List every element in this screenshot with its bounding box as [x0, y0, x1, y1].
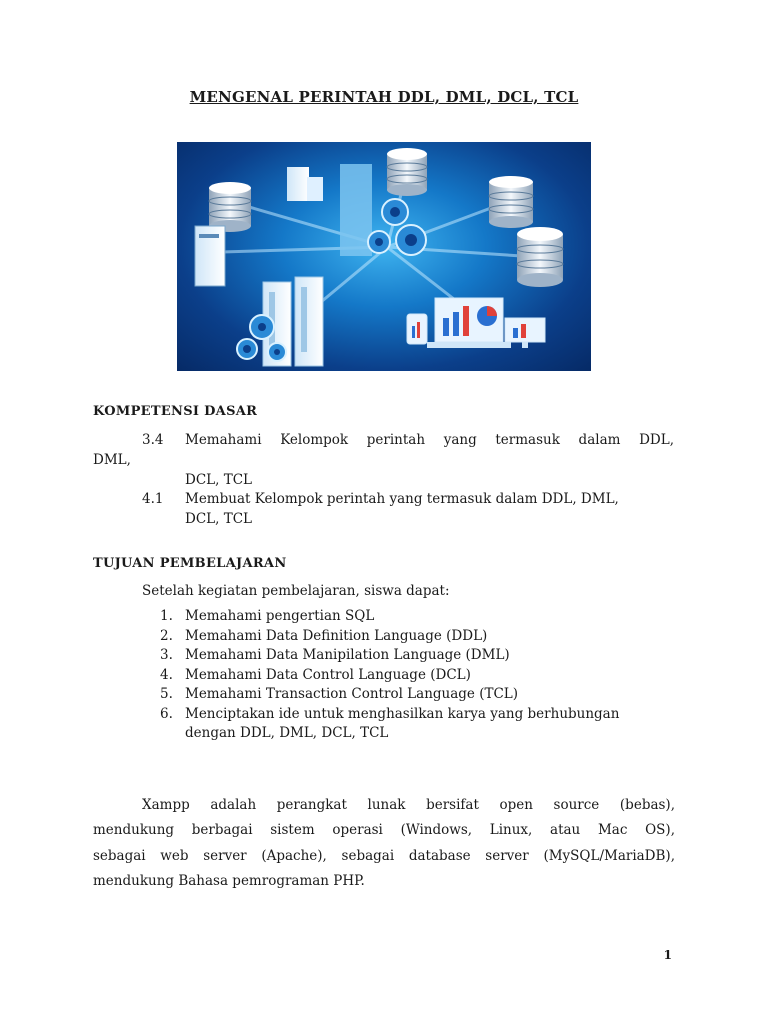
list-number: 4. — [160, 667, 173, 683]
list-item: Menciptakan ide untuk menghasilkan karya yang berhubungan — [185, 706, 620, 722]
kompetensi-text-cont: DCL, TCL — [185, 511, 252, 527]
section-heading-tujuan: TUJUAN PEMBELAJARAN — [93, 556, 287, 571]
list-item: Memahami Data Manipilation Language (DML) — [185, 647, 510, 663]
kompetensi-text-wrap: DML, — [93, 452, 131, 468]
paragraph-line: sebagai web server (Apache), sebagai database server (MySQL/MariaDB), — [93, 848, 675, 864]
list-item: Memahami Data Control Language (DCL) — [185, 667, 471, 683]
database-icon — [517, 227, 563, 287]
paragraph-line: mendukung berbagai sistem operasi (Windows, Linux, atau Mac OS), — [93, 822, 675, 838]
gear-icon — [237, 199, 426, 361]
kompetensi-number: 4.1 — [142, 491, 164, 507]
list-item: Memahami Data Definition Language (DDL) — [185, 628, 488, 644]
list-item: Memahami pengertian SQL — [185, 608, 375, 624]
paragraph-line: mendukung Bahasa pemrograman PHP. — [93, 873, 365, 889]
kompetensi-text: Memahami Kelompok perintah yang termasuk dalam DDL, — [185, 432, 674, 448]
kompetensi-number: 3.4 — [142, 432, 164, 448]
database-icon — [489, 176, 533, 228]
page-title: MENGENAL PERINTAH DDL, DML, DCL, TCL — [189, 88, 579, 106]
kompetensi-text-cont: DCL, TCL — [185, 472, 252, 488]
illustration-svg — [177, 142, 591, 371]
database-icon — [387, 148, 427, 196]
list-number: 2. — [160, 628, 173, 644]
list-number: 5. — [160, 686, 173, 702]
server-icon — [287, 164, 372, 256]
database-icon — [209, 182, 251, 232]
tujuan-intro: Setelah kegiatan pembelajaran, siswa dapat: — [142, 583, 450, 599]
database-network-illustration — [177, 142, 591, 371]
list-number: 6. — [160, 706, 173, 722]
kompetensi-text: Membuat Kelompok perintah yang termasuk dalam DDL, DML, — [185, 491, 619, 507]
page-number: 1 — [663, 948, 672, 962]
list-item: Memahami Transaction Control Language (TCL) — [185, 686, 519, 702]
list-number: 1. — [160, 608, 173, 624]
paragraph-line: Xampp adalah perangkat lunak bersifat open source (bebas), — [142, 797, 675, 813]
server-icon — [195, 226, 225, 286]
list-item-cont: dengan DDL, DML, DCL, TCL — [185, 725, 389, 741]
laptop-icon — [427, 298, 511, 348]
list-number: 3. — [160, 647, 173, 663]
section-heading-kompetensi: KOMPETENSI DASAR — [93, 404, 258, 419]
phone-icon — [407, 314, 427, 344]
